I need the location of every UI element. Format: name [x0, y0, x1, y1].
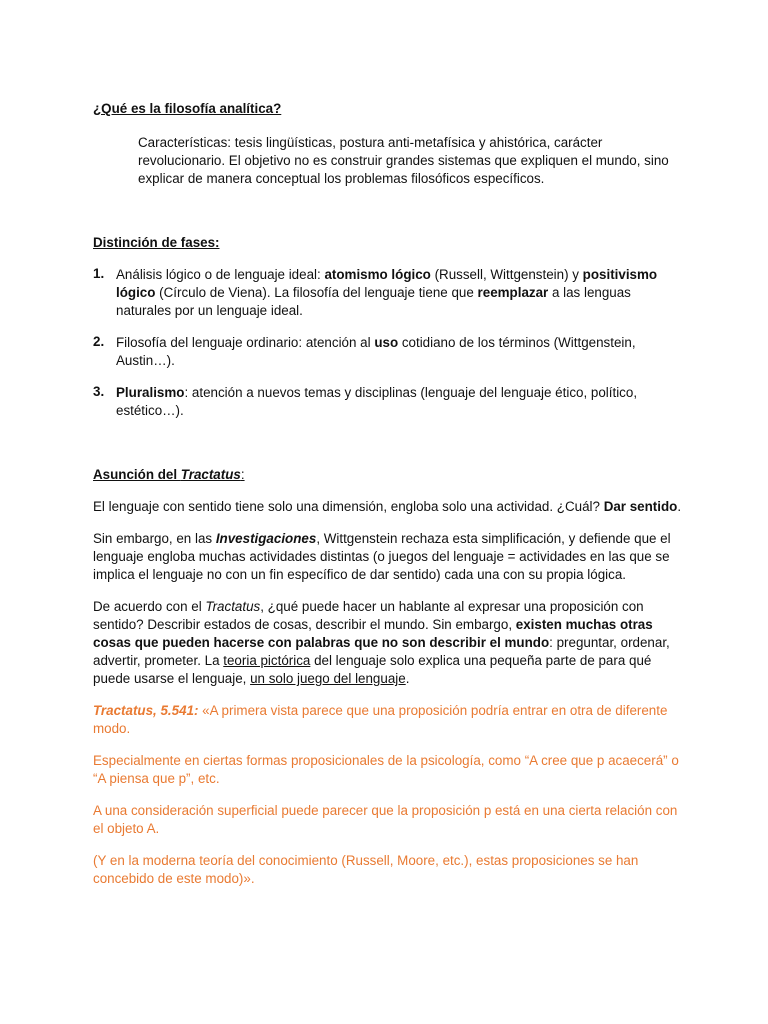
quote-paragraph-4: (Y en la moderna teoría del conocimiento (Russell, Moore, etc.), estas proposiciones se han concebido de este modo)».	[93, 853, 639, 886]
intro-paragraph: Características: tesis lingüísticas, postura anti-metafísica y ahistórica, carácter revolucionario. El objetivo no es construir grandes sistemas que expliquen el mundo, sino explicar de manera conceptual los problemas filosóficos específicos.	[138, 135, 669, 186]
fase-number: 1.	[93, 266, 105, 281]
fase-item-1	[93, 266, 683, 320]
quote-label: Tractatus, 5.541:	[93, 703, 199, 718]
quote-paragraph-2: Especialmente en ciertas formas proposicionales de la psicología, como “A cree que p acaecerá” o “A piensa que p”, etc.	[93, 753, 679, 786]
paragraph-dar-sentido: El lenguaje con sentido tiene solo una dimensión, engloba solo una actividad. ¿Cuál? Dar sentido.	[93, 499, 682, 514]
fase-number: 2.	[93, 334, 105, 349]
fase-text: Pluralismo: atención a nuevos temas y disciplinas (lenguaje del lenguaje ético, político, estético…).	[116, 385, 638, 418]
asuncion-heading: Asunción del Tractatus:	[93, 467, 245, 482]
fase-text: Análisis lógico o de lenguaje ideal: atomismo lógico (Russell, Wittgenstein) y positivismo lógico (Círculo de Viena). La filosofía del lenguaje tiene que reemplazar a las lenguas naturales por un lenguaje ideal.	[116, 267, 658, 318]
document-page	[93, 100, 683, 888]
fase-number: 3.	[93, 384, 105, 399]
quote-paragraph-3: A una consideración superficial puede parecer que la proposición p está en una cierta relación con el objeto A.	[93, 803, 678, 836]
page-title: ¿Qué es la filosofía analítica?	[93, 101, 282, 116]
fases-heading: Distinción de fases:	[93, 235, 220, 250]
fase-item-3	[93, 384, 683, 420]
quote-paragraph-1: Tractatus, 5.541: «A primera vista parece que una proposición podría entrar en otra de diferente modo.	[93, 703, 668, 736]
fase-text: Filosofía del lenguaje ordinario: atención al uso cotidiano de los términos (Wittgenstein, Austin…).	[116, 335, 636, 368]
fase-item-2	[93, 334, 683, 370]
paragraph-tractatus: De acuerdo con el Tractatus, ¿qué puede hacer un hablante al expresar una proposición con sentido? Describir estados de cosas, describir el mundo. Sin embargo, existen muchas otras cosas que pueden hacerse con palabras que no son describir el mundo: preguntar, ordenar, advertir, prometer. La teoria pictórica del lenguaje solo explica una pequeña parte de para qué puede usarse el lenguaje, un solo juego del lenguaje.	[93, 599, 670, 686]
paragraph-investigaciones: Sin embargo, en las Investigaciones, Wittgenstein rechaza esta simplificación, y defiende que el lenguaje engloba muchas actividades distintas (o juegos del lenguaje = actividades en las que se implica el lenguaje no con un fin específico de dar sentido) cada una con su propia lógica.	[93, 531, 671, 582]
